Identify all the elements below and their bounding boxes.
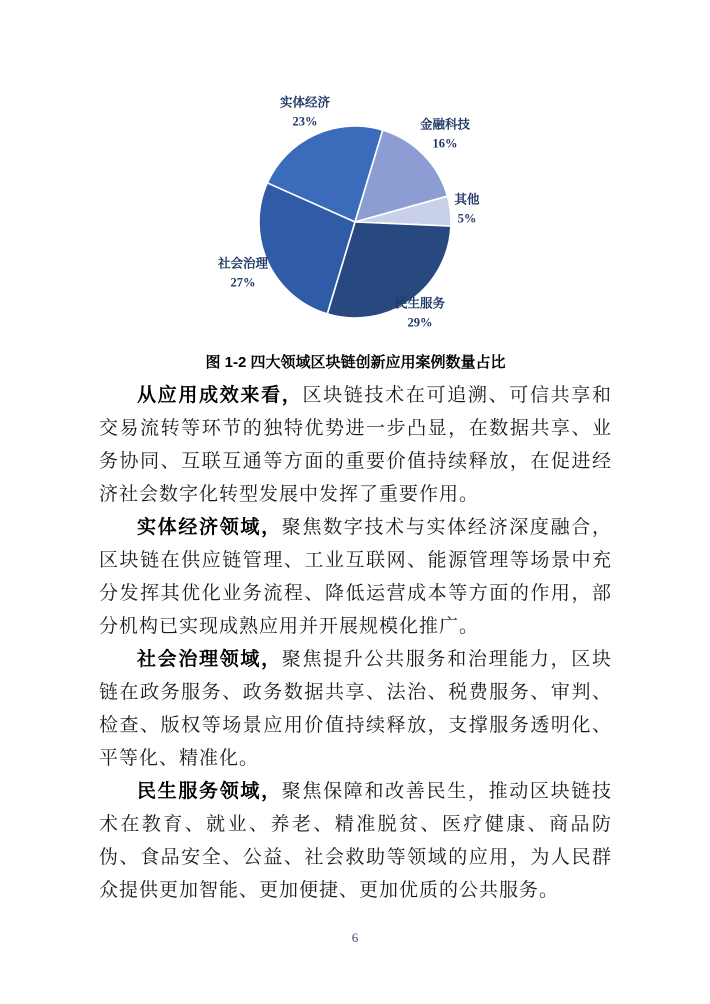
body-text	[99, 379, 612, 907]
pie-slice-label: 民生服务 29%	[394, 296, 446, 329]
pie-slice-label: 社会治理 27%	[217, 256, 269, 289]
page-number: 6	[351, 930, 359, 945]
pie-slice-label: 金融科技 16%	[419, 117, 471, 150]
paragraph-body: 聚焦提升公共服务和治理能力，区块链在政务服务、政务数据共享、法治、税费服务、审判、检查、版权等场景应用价值持续释放，支撑服务透明化、平等化、精准化。	[99, 649, 612, 769]
figure-pie-chart	[0, 0, 710, 348]
pie-slice-label: 实体经济 23%	[279, 95, 331, 128]
paragraph-body: 聚焦数字技术与实体经济深度融合，区块链在供应链管理、工业互联网、能源管理等场景中充分发挥其优化业务流程、降低运营成本等方面的作用，部分机构已实现成熟应用并开展规模化推广。	[99, 517, 612, 637]
figure-caption: 图 1-2 四大领域区块链创新应用案例数量占比	[205, 354, 506, 371]
pie-slice-label: 其他 5%	[454, 192, 480, 225]
paragraph-body: 区块链技术在可追溯、可信共享和交易流转等环节的独特优势进一步凸显，在数据共享、业务协同、互联互通等方面的重要价值持续释放，在促进经济社会数字化转型发展中发挥了重要作用。	[99, 385, 612, 505]
paragraph-application-effect	[99, 379, 612, 511]
paragraph-lead: 从应用成效来看，	[137, 385, 303, 406]
paragraph-lead: 实体经济领域，	[137, 517, 282, 538]
paragraph-lead: 社会治理领域，	[137, 649, 282, 670]
paragraph-body: 聚焦保障和改善民生，推动区块链技术在教育、就业、养老、精准脱贫、医疗健康、商品防伪、食品安全、公益、社会救助等领域的应用，为人民群众提供更加智能、更加便捷、更加优质的公共服务。	[99, 781, 612, 901]
paragraph-real-economy	[99, 511, 612, 643]
paragraph-social-governance	[99, 643, 612, 775]
paragraph-livelihood-services	[99, 775, 612, 907]
paragraph-lead: 民生服务领域，	[137, 781, 282, 802]
